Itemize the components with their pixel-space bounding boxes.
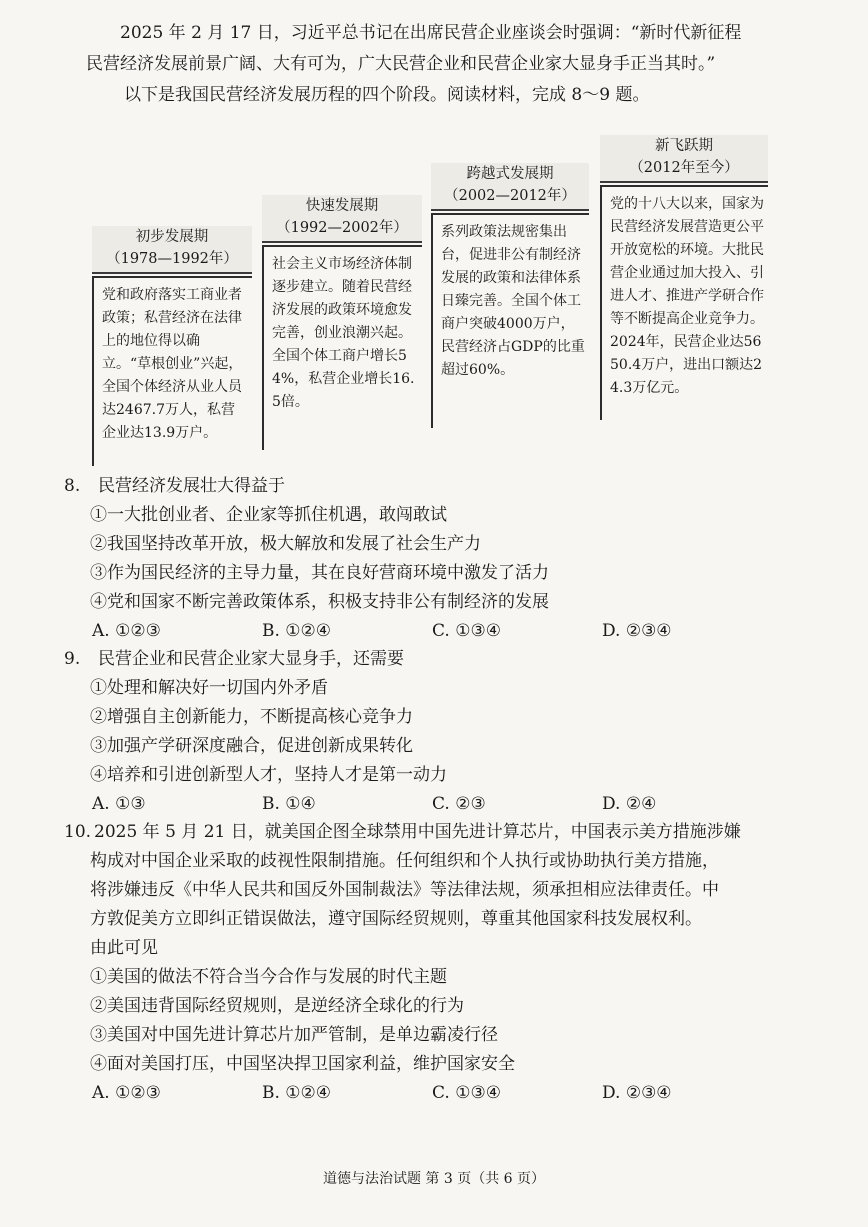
question-stem [64,818,828,847]
option-2: ②增强自主创新能力，不断提高核心竞争力 [90,707,413,727]
option-2: ②美国违背国际经贸规则，是逆经济全球化的行为 [90,996,464,1016]
stage-text: 社会主义市场经济体制逐步建立。随着民营经济发展的政策环境愈发完善，创业浪潮兴起。全国个体工商户增长54%，私营企业增长16.5倍。 [262,245,422,450]
question-stem-cont-3: 方敦促美方立即纠正错误做法，遵守国际经贸规则，尊重其他国家科技发展权利。 [90,909,702,929]
stage-card-4 [600,135,768,420]
stage-period: （2012年至今） [629,160,739,176]
question-stem [64,472,828,501]
option-1: ①处理和解决好一切国内外矛盾 [90,678,328,698]
choice-d: D. ②③④ [602,1083,672,1103]
option-3: ③作为国民经济的主导力量，其在良好营商环境中激发了活力 [90,563,549,583]
stage-name: 跨越式发展期 [466,166,554,182]
question-9 [64,645,828,819]
option-1: ①美国的做法不符合当今合作与发展的时代主题 [90,967,447,987]
option-3: ③加强产学研深度融合，促进创新成果转化 [90,736,413,756]
answer-choices [92,1079,828,1108]
question-stem [64,645,828,674]
intro-line-3: 以下是我国民营经济发展历程的四个阶段。阅读材料，完成 8～9 题。 [124,85,650,105]
choice-a: A. ①②③ [92,621,161,641]
question-stem-cont-4: 由此可见 [90,938,158,958]
stage-text: 系列政策法规密集出台，促进非公有制经济发展的政策和法律体系日臻完善。全国个体工商户突破4000万户，民营经济占GDP的比重超过60%。 [431,213,589,428]
stage-name: 新飞跃期 [655,138,713,154]
choice-d: D. ②④ [602,794,657,814]
choice-c: C. ①③④ [432,621,501,641]
choice-c: C. ②③ [432,794,486,814]
answer-choices [92,617,828,646]
intro-line-1: 2025 年 2 月 17 日，习近平总书记在出席民营企业座谈会时强调：“新时代新征程 [120,23,742,43]
stage-text: 党和政府落实工商业者政策；私营经济在法律上的地位得以确立。“草根创业”兴起，全国个体经济从业人员达2467.7万人，私营企业达13.9万户。 [92,276,252,466]
question-number: 9. [64,649,81,669]
stage-period: （2002—2012年） [444,188,576,204]
question-8 [64,472,828,646]
choice-d: D. ②③④ [602,621,672,641]
intro-paragraph [86,18,828,111]
choice-b: B. ①④ [262,794,316,814]
stage-header [262,195,422,243]
stage-text: 党的十八大以来，国家为民营经济发展营造更公平开放宽松的环境。大批民营企业通过加大投入、引进人才、推进产学研合作等不断提高企业竞争力。2024年，民营企业达5650.4万户，进出口额达24.3万亿元。 [600,185,768,420]
stage-name: 初步发展期 [135,229,209,245]
question-stem-text: 民营企业和民营企业家大显身手，还需要 [98,649,404,669]
option-4: ④培养和引进创新型人才，坚持人才是第一动力 [90,765,447,785]
choice-a: A. ①②③ [92,1083,161,1103]
option-1: ①一大批创业者、企业家等抓住机遇，敢闯敢试 [90,505,447,525]
stage-header [92,226,252,274]
page-footer: 道德与法治试题 第 3 页（共 6 页） [322,1171,546,1187]
stage-card-3 [431,163,589,433]
question-stem-cont-1: 构成对中国企业采取的歧视性限制措施。任何组织和个人执行或协助执行美方措施， [90,851,719,871]
question-number: 8. [64,476,81,496]
option-2: ②我国坚持改革开放，极大解放和发展了社会生产力 [90,534,481,554]
question-number: 10. [64,822,92,842]
stage-period: （1992—2002年） [276,220,408,236]
choice-b: B. ①②④ [262,1083,332,1103]
stage-period: （1978—1992年） [106,251,238,267]
stage-card-1 [92,226,252,466]
intro-line-2: 民营经济发展前景广阔、大有可为，广大民营企业和民营企业家大显身手正当其时。” [86,54,716,74]
choice-c: C. ①③④ [432,1083,501,1103]
stage-header [431,163,589,211]
question-stem-text: 民营经济发展壮大得益于 [98,476,285,496]
option-4: ④面对美国打压，中国坚决捍卫国家利益，维护国家安全 [90,1054,515,1074]
stage-header [600,135,768,183]
question-10 [64,818,828,1108]
option-4: ④党和国家不断完善政策体系，积极支持非公有制经济的发展 [90,592,549,612]
choice-a: A. ①③ [92,794,146,814]
question-stem-cont-2: 将涉嫌违反《中华人民共和国反外国制裁法》等法律法规，须承担相应法律责任。中 [90,880,719,900]
answer-choices [92,790,828,819]
question-stem-text: 2025 年 5 月 21 日，就美国企图全球禁用中国先进计算芯片，中国表示美方措施涉嫌 [94,822,741,842]
stage-card-2 [262,195,422,455]
option-3: ③美国对中国先进计算芯片加严管制，是单边霸凌行径 [90,1025,498,1045]
stage-name: 快速发展期 [305,198,379,214]
choice-b: B. ①②④ [262,621,332,641]
